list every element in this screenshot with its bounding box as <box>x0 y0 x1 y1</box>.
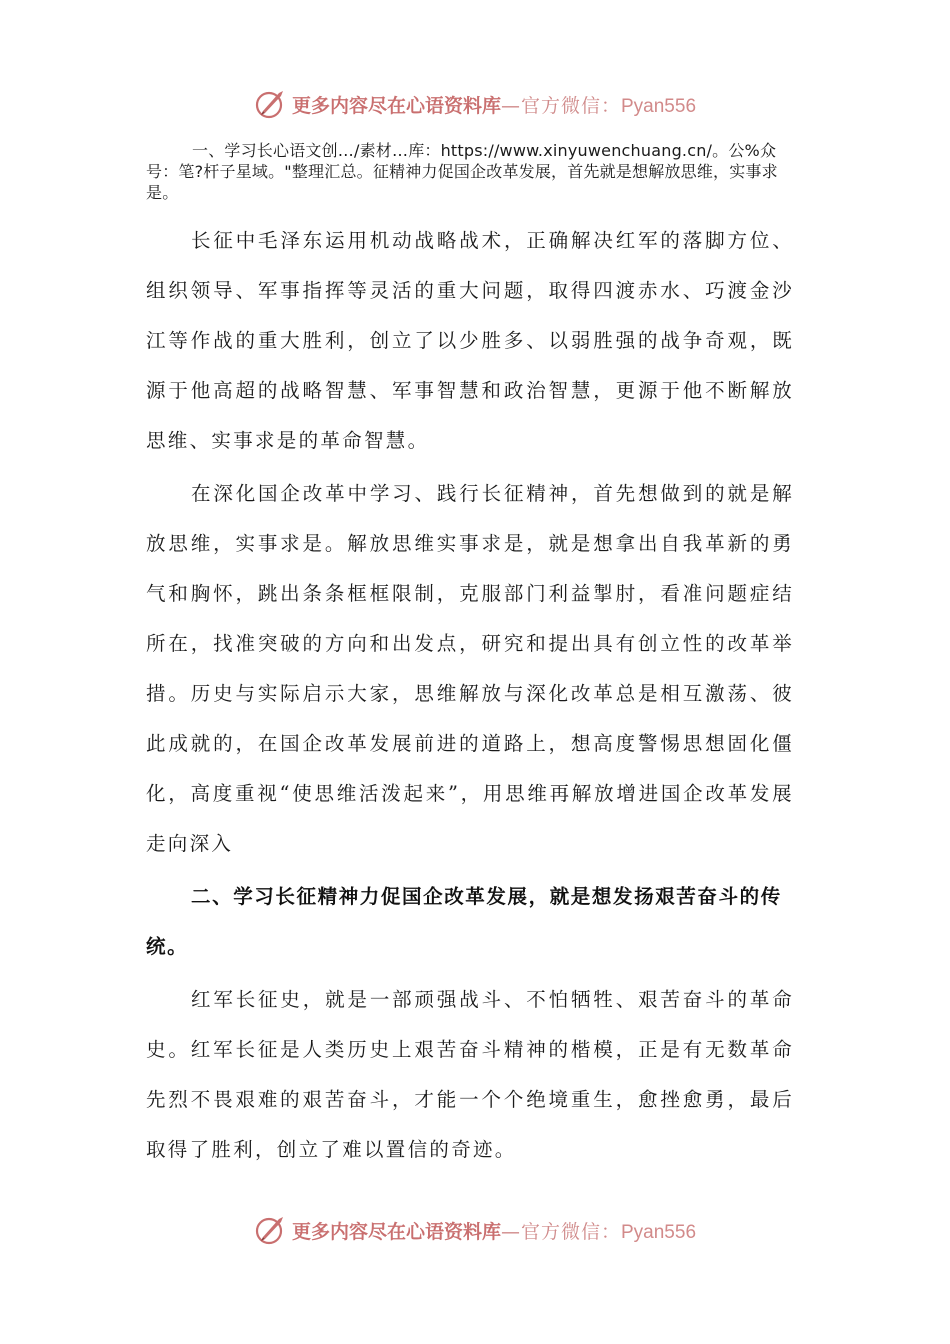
body-paragraph: 长征中毛泽东运用机动战略战术，正确解决红军的落脚方位、组织领导、军事指挥等灵活的重大问题，取得四渡赤水、巧渡金沙江等作战的重大胜利，创立了以少胜多、以弱胜强的战争奇观，既源于他高超的战略智慧、军事智慧和政治智慧，更源于他不断解放思维、实事求是的革命智慧。 <box>146 229 794 452</box>
watermark-footer <box>0 1210 950 1250</box>
watermark-contact-label: 官方微信： <box>520 94 621 117</box>
watermark-header <box>0 84 950 124</box>
pen-circle-logo-icon <box>254 1213 288 1247</box>
watermark-contact-label: 官方微信： <box>520 1220 621 1243</box>
watermark-dash: — <box>500 94 521 117</box>
watermark-brand: 更多内容尽在心语资料库 <box>291 1220 501 1243</box>
section-heading: 二、学习长征精神力促国企改革发展，就是想发扬艰苦奋斗的传统。 <box>146 885 782 958</box>
watermark-text <box>292 91 696 118</box>
watermark-text <box>292 1217 696 1244</box>
pen-circle-logo-icon <box>254 87 288 121</box>
body-paragraph: 在深化国企改革中学习、践行长征精神，首先想做到的就是解放思维，实事求是。解放思维实事求是，就是想拿出自我革新的勇气和胸怀，跳出条条框框限制，克服部门利益掣肘，看准问题症结所在，找准突破的方向和出发点，研究和提出具有创立性的改革举措。历史与实际启示大家，思维解放与深化改革总是相互激荡、彼此成就的，在国企改革发展前进的道路上，想高度警惕思想固化僵化，高度重视“使思维活泼起来”，用思维再解放增进国企改革发展走向深入 <box>146 482 794 855</box>
watermark-contact-id: Pyan556 <box>621 95 697 117</box>
watermark-contact-id: Pyan556 <box>621 1221 697 1243</box>
watermark-dash: — <box>500 1220 521 1243</box>
intro-paragraph: 一、学习长心语文创…/素材…库：https://www.xinyuwenchuang.cn/。公%众号：笔?杆子星域。"整理汇总。征精神力促国企改革发展，首先就是想解放思维，实事求是。 <box>146 141 778 202</box>
body-paragraph: 红军长征史，就是一部顽强战斗、不怕牺牲、艰苦奋斗的革命史。红军长征是人类历史上艰苦奋斗精神的楷模，正是有无数革命先烈不畏艰难的艰苦奋斗，才能一个个绝境重生，愈挫愈勇，最后取得了胜利，创立了难以置信的奇迹。 <box>146 988 794 1161</box>
watermark-brand: 更多内容尽在心语资料库 <box>291 94 501 117</box>
document-body <box>146 140 794 1175</box>
